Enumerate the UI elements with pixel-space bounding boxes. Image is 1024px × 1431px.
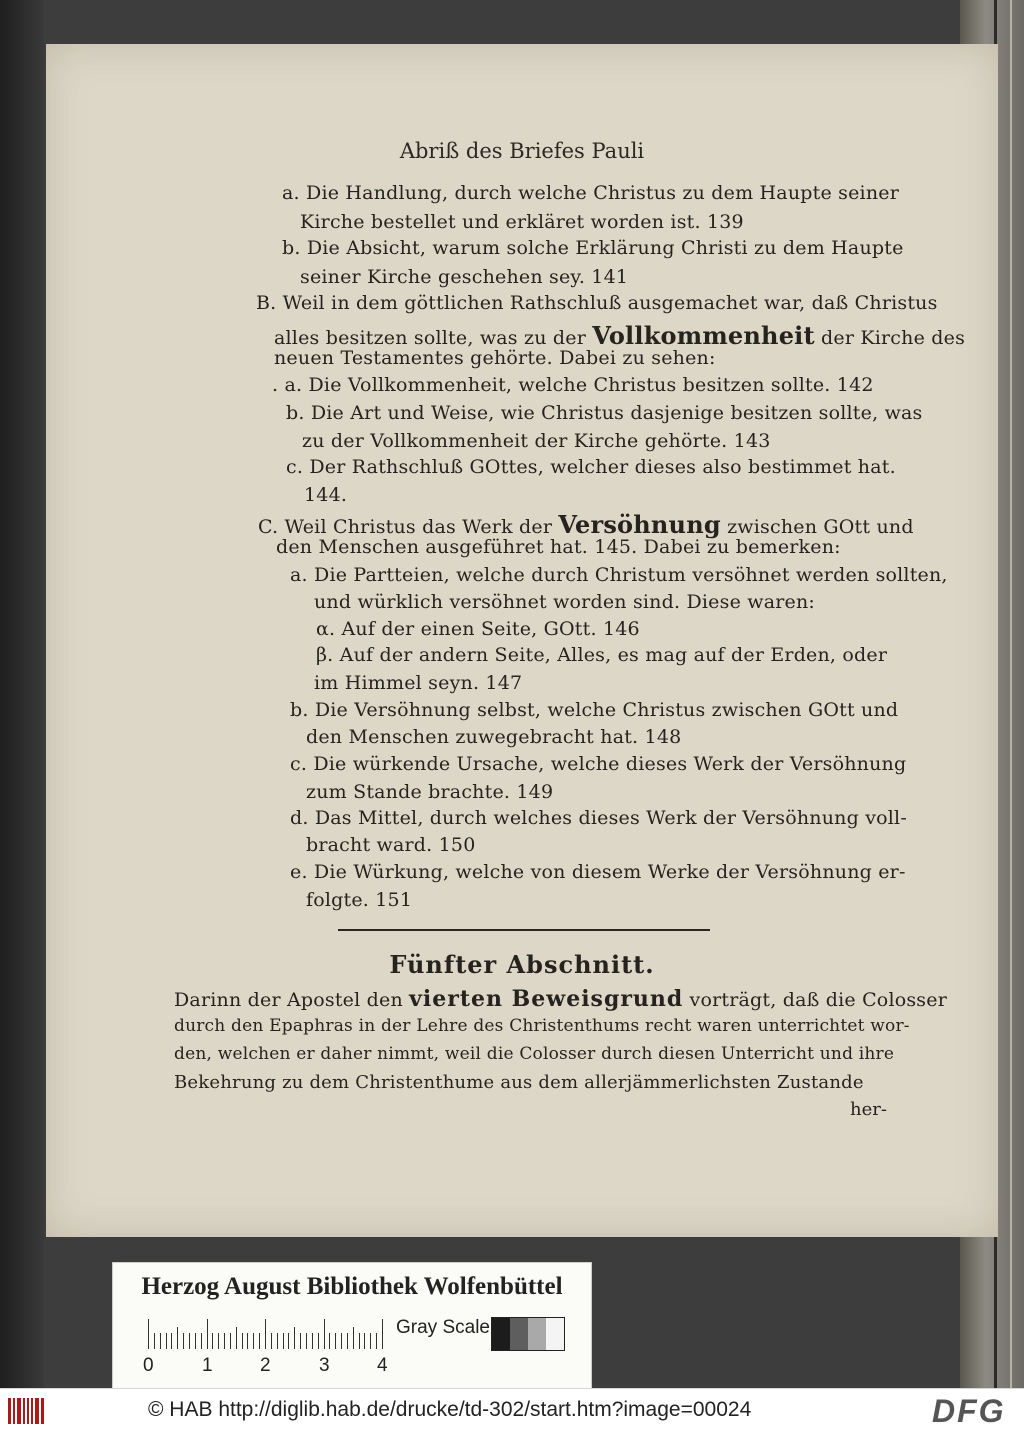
ruler-tick xyxy=(312,1333,313,1349)
text-line-with-emphasis xyxy=(258,510,914,539)
text-line: zu der Vollkommenheit der Kirche gehörte. 143 xyxy=(302,430,771,452)
ruler-scale xyxy=(148,1319,384,1349)
text-segment: Darinn der Apostel den xyxy=(174,989,403,1011)
ruler-tick xyxy=(212,1333,213,1349)
ruler-label: 2 xyxy=(260,1355,271,1376)
text-line: e. Die Würkung, welche von diesem Werke der Versöhnung er- xyxy=(290,861,906,883)
text-line: folgte. 151 xyxy=(306,889,413,911)
paragraph-line-with-emphasis xyxy=(174,986,947,1012)
dfg-logo: DFG xyxy=(932,1393,1006,1429)
gray-scale-chart xyxy=(491,1317,565,1351)
ruler-tick xyxy=(341,1333,342,1349)
ruler-tick xyxy=(329,1333,330,1349)
ruler-tick xyxy=(294,1327,295,1349)
ruler-tick xyxy=(230,1333,231,1349)
section-divider xyxy=(338,929,710,931)
ruler-tick xyxy=(207,1319,208,1349)
ruler-label: 3 xyxy=(319,1355,330,1376)
ruler-tick xyxy=(364,1333,365,1349)
copyright-link[interactable]: © HAB http://diglib.hab.de/drucke/td-302/start.htm?image=00024 xyxy=(148,1398,752,1421)
ruler-tick xyxy=(253,1333,254,1349)
text-line: zum Stande brachte. 149 xyxy=(306,781,554,803)
ruler-tick xyxy=(306,1333,307,1349)
library-plate xyxy=(112,1262,592,1390)
ruler-tick xyxy=(154,1333,155,1349)
text-line: neuen Testamentes gehörte. Dabei zu sehen: xyxy=(274,347,716,369)
text-line: seiner Kirche geschehen sey. 141 xyxy=(300,266,629,288)
left-shadow xyxy=(0,0,44,1388)
text-segment: der Kirche des xyxy=(821,327,966,349)
paragraph-line: Bekehrung zu dem Christenthume aus dem allerjämmerlichsten Zustande xyxy=(174,1072,864,1093)
text-segment: C. Weil Christus das Werk der xyxy=(258,516,553,538)
text-line: 144. xyxy=(304,484,348,506)
ruler-label: 4 xyxy=(377,1355,388,1376)
running-title: Abriß des Briefes Pauli xyxy=(399,139,645,163)
text-line: den Menschen ausgeführet hat. 145. Dabei zu bemerken: xyxy=(276,536,841,558)
emphasis-term: Versöhnung xyxy=(558,510,721,539)
text-line: a. Die Partteien, welche durch Christum versöhnet werden sollten, xyxy=(290,564,948,586)
ruler-tick xyxy=(247,1333,248,1349)
ruler-tick xyxy=(201,1333,202,1349)
text-line: α. Auf der einen Seite, GOtt. 146 xyxy=(316,618,640,640)
text-line: b. Die Art und Weise, wie Christus dasjenige besitzen sollte, was xyxy=(286,402,923,424)
emphasis-term: vierten Beweisgrund xyxy=(409,986,684,1012)
ruler-tick xyxy=(335,1333,336,1349)
text-line: . a. Die Vollkommenheit, welche Christus besitzen sollte. 142 xyxy=(272,374,874,396)
ruler-tick xyxy=(195,1333,196,1349)
ruler-tick xyxy=(259,1333,260,1349)
ruler-tick xyxy=(242,1333,243,1349)
ruler-tick xyxy=(224,1333,225,1349)
text-line: den Menschen zuwegebracht hat. 148 xyxy=(306,726,682,748)
ruler-tick xyxy=(166,1333,167,1349)
ruler-tick xyxy=(347,1333,348,1349)
ruler-tick xyxy=(283,1333,284,1349)
text-line: d. Das Mittel, durch welches dieses Werk der Versöhnung voll- xyxy=(290,807,907,829)
ruler-tick xyxy=(353,1327,354,1349)
ruler-tick xyxy=(324,1319,325,1349)
ruler-tick xyxy=(382,1319,383,1349)
book-page xyxy=(46,44,998,1237)
emphasis-term: Vollkommenheit xyxy=(592,321,815,350)
ruler-tick xyxy=(265,1319,266,1349)
paragraph-line: durch den Epaphras in der Lehre des Christenthums recht waren unterrichtet wor- xyxy=(174,1016,910,1036)
text-line: im Himmel seyn. 147 xyxy=(314,672,523,694)
ruler-tick xyxy=(359,1333,360,1349)
chapter-heading: Fünfter Abschnitt. xyxy=(389,950,655,979)
ruler-tick xyxy=(318,1333,319,1349)
hab-barcode-icon xyxy=(8,1398,44,1424)
ruler-tick xyxy=(171,1333,172,1349)
text-line: Kirche bestellet und erkläret worden ist. 139 xyxy=(300,211,744,233)
ruler-tick xyxy=(236,1327,237,1349)
ruler-tick xyxy=(370,1333,371,1349)
ruler-tick xyxy=(183,1333,184,1349)
ruler-tick xyxy=(148,1319,149,1349)
library-name: Herzog August Bibliothek Wolfenbüttel xyxy=(141,1273,563,1300)
gray-patch xyxy=(546,1318,564,1350)
ruler-tick xyxy=(277,1333,278,1349)
text-line: bracht ward. 150 xyxy=(306,834,476,856)
text-line: a. Die Handlung, durch welche Christus zu dem Haupte seiner xyxy=(282,182,899,204)
gray-patch xyxy=(528,1318,546,1350)
footer-bar xyxy=(0,1388,1024,1431)
ruler-tick xyxy=(271,1333,272,1349)
text-line: b. Die Versöhnung selbst, welche Christus zwischen GOtt und xyxy=(290,699,899,721)
catchword: her- xyxy=(850,1099,887,1120)
ruler-tick xyxy=(288,1333,289,1349)
text-line: und würklich versöhnet worden sind. Diese waren: xyxy=(314,591,816,613)
text-segment: alles besitzen sollte, was zu der xyxy=(274,327,586,349)
text-line: c. Der Rathschluß GOttes, welcher dieses also bestimmet hat. xyxy=(286,456,896,478)
ruler-tick xyxy=(300,1333,301,1349)
text-line: c. Die würkende Ursache, welche dieses Werk der Versöhnung xyxy=(290,753,907,775)
ruler-tick xyxy=(177,1327,178,1349)
gray-scale-label: Gray Scale xyxy=(396,1317,490,1338)
text-line: b. Die Absicht, warum solche Erklärung Christi zu dem Haupte xyxy=(282,237,904,259)
ruler-label: 0 xyxy=(143,1355,154,1376)
text-line: β. Auf der andern Seite, Alles, es mag auf der Erden, oder xyxy=(316,644,888,666)
text-segment: zwischen GOtt und xyxy=(727,516,914,538)
text-line-with-emphasis xyxy=(274,321,965,350)
gray-patch xyxy=(510,1318,528,1350)
ruler-tick xyxy=(218,1333,219,1349)
ruler-tick xyxy=(376,1333,377,1349)
ruler-tick xyxy=(189,1333,190,1349)
ruler-tick xyxy=(160,1333,161,1349)
paragraph-line: den, welchen er daher nimmt, weil die Colosser durch diesen Unterricht und ihre xyxy=(174,1044,895,1064)
text-segment: vorträgt, daß die Colosser xyxy=(689,989,947,1011)
text-line: B. Weil in dem göttlichen Rathschluß ausgemachet war, daß Christus xyxy=(256,292,938,314)
gray-patch xyxy=(492,1318,510,1350)
ruler-label: 1 xyxy=(202,1355,213,1376)
